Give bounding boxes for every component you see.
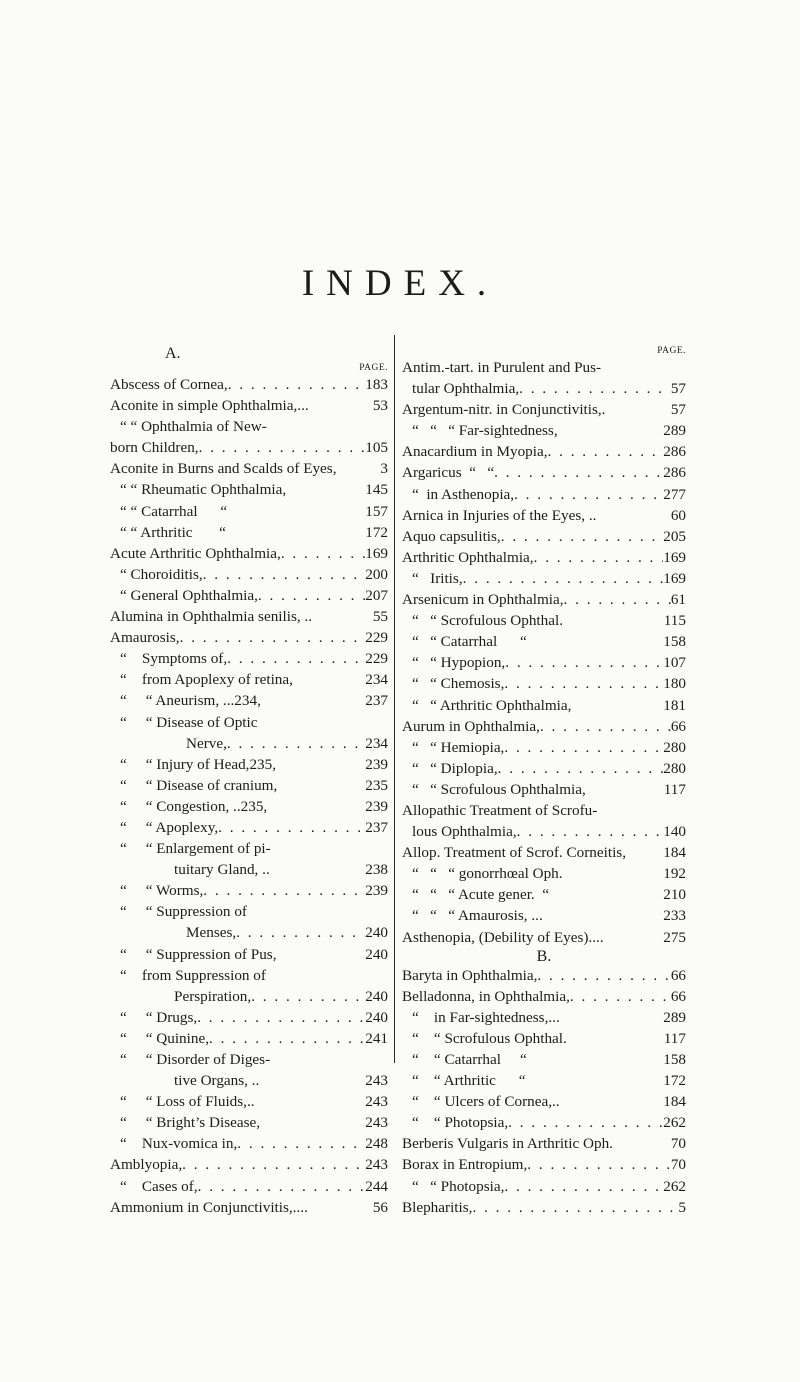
section-letter: B. — [536, 947, 552, 965]
index-entry — [110, 564, 388, 585]
page-number: 115 — [663, 612, 686, 630]
entry-text: “ “ Enlargement of pi- — [120, 840, 271, 858]
entry-text: “ “ Disease of cranium, — [120, 776, 278, 794]
entry-text: Argaricus “ “ — [402, 464, 495, 482]
dot-leader — [548, 441, 664, 462]
page-number: 70 — [670, 1135, 686, 1153]
entry-text: Nerve, — [186, 734, 227, 752]
right-entry-list — [402, 357, 686, 1218]
entry-text: “ “ Loss of Fluids,.. — [120, 1093, 255, 1111]
entry-text: Asthenopia, (Debility of Eyes).... — [402, 928, 604, 946]
dot-leader — [258, 585, 365, 606]
dot-leader — [537, 965, 670, 986]
index-entry — [402, 1049, 686, 1070]
page-number: 117 — [663, 1029, 686, 1047]
index-entry — [402, 1070, 686, 1091]
index-entry — [110, 458, 388, 479]
page-column-heading: PAGE. — [359, 363, 388, 373]
entry-text: Menses, — [186, 924, 237, 942]
index-entry — [402, 1133, 686, 1154]
index-entry — [110, 1091, 388, 1112]
page-number: 184 — [663, 1093, 686, 1111]
dot-leader — [472, 1197, 678, 1218]
page-number: 205 — [663, 527, 686, 545]
page-number: 5 — [678, 1198, 686, 1216]
entry-text: “ “ Photopsia, — [412, 1114, 509, 1132]
page-number: 107 — [663, 654, 686, 672]
index-entry — [402, 1176, 686, 1197]
entry-text: Arthritic Ophthalmia, — [402, 548, 534, 566]
index-entry — [110, 585, 388, 606]
index-entry — [402, 357, 686, 378]
entry-text: tuitary Gland, .. — [174, 861, 270, 879]
page-number: 239 — [365, 882, 388, 900]
index-entry — [402, 462, 686, 483]
dot-leader — [504, 737, 663, 758]
index-entry — [110, 817, 388, 838]
index-entry — [402, 568, 686, 589]
page-number: 237 — [365, 692, 388, 710]
index-entry — [110, 965, 388, 986]
index-entry — [110, 901, 388, 922]
entry-text: “ from Apoplexy of retina, — [120, 671, 293, 689]
dot-leader — [514, 484, 663, 505]
index-entry — [110, 648, 388, 669]
entry-text: Aurum in Ophthalmia, — [402, 717, 540, 735]
entry-text: “ Choroiditis, — [120, 565, 203, 583]
dot-leader — [237, 1133, 365, 1154]
page-number: 181 — [663, 696, 686, 714]
index-entry — [402, 610, 686, 631]
page-number: 145 — [365, 481, 388, 499]
entry-text: “ “ Scrofulous Ophthal. — [412, 1029, 567, 1047]
page-number: 172 — [663, 1072, 686, 1090]
entry-text: “ “ Drugs, — [120, 1008, 198, 1026]
entry-text: Berberis Vulgaris in Arthritic Oph. — [402, 1135, 613, 1153]
page-number: 57 — [670, 401, 686, 419]
page-number: 105 — [365, 439, 388, 457]
entry-text: born Children, — [110, 439, 199, 457]
entry-text: Borax in Entropium, — [402, 1156, 528, 1174]
dot-leader — [218, 817, 365, 838]
entry-text: “ “ Disorder of Diges- — [120, 1051, 271, 1068]
index-entry — [402, 631, 686, 652]
entry-text: “ “ “ Far-sightedness, — [412, 422, 558, 440]
entry-text: “ Nux-vomica in, — [120, 1135, 238, 1153]
entry-text: Allop. Treatment of Scrof. Corneitis, — [402, 844, 627, 862]
entry-text: “ “ Arthritic “ — [412, 1072, 526, 1090]
entry-text: “ “ Chemosis, — [412, 675, 505, 693]
page-number: 192 — [663, 865, 686, 883]
entry-text: tular Ophthalmia, — [412, 380, 520, 398]
page-number: 239 — [365, 797, 388, 815]
index-entry — [110, 543, 388, 564]
left-column — [110, 345, 388, 1218]
entry-text: “ “ Rheumatic Ophthalmia, — [120, 481, 287, 499]
dot-leader — [227, 733, 365, 754]
entry-text: “ “ Catarrhal “ — [412, 633, 527, 651]
index-entry — [402, 505, 686, 526]
entry-text: Baryta in Ophthalmia, — [402, 966, 538, 984]
page-number: 243 — [365, 1072, 388, 1090]
page-number: 243 — [365, 1156, 388, 1174]
page-number: 60 — [670, 506, 686, 524]
page-number: 233 — [663, 907, 686, 925]
page-number: 210 — [663, 886, 686, 904]
index-title: INDEX. — [301, 263, 499, 304]
dot-leader — [197, 1007, 365, 1028]
dot-leader — [527, 1154, 671, 1175]
index-entry — [110, 1070, 388, 1091]
dot-leader — [203, 564, 366, 585]
entry-text: Blepharitis, — [402, 1198, 473, 1216]
entry-text: “ “ Arthritic Ophthalmia, — [412, 696, 572, 714]
page-number: 240 — [365, 924, 388, 942]
page-number: 237 — [365, 818, 388, 836]
page-number: 169 — [663, 569, 686, 587]
entry-text: “ Symptoms of, — [120, 650, 228, 668]
page-number: 66 — [670, 966, 686, 984]
index-entry — [110, 754, 388, 775]
dot-leader — [494, 462, 663, 483]
page-number: 57 — [670, 380, 686, 398]
index-entry — [402, 779, 686, 800]
entry-text: Aquo capsulitis, — [402, 527, 501, 545]
page-column-heading: PAGE. — [657, 346, 686, 356]
index-entry — [402, 652, 686, 673]
page-number: 277 — [663, 485, 686, 503]
index-entry — [110, 986, 388, 1007]
index-entry — [402, 695, 686, 716]
entry-text: Allopathic Treatment of Scrofu- — [402, 801, 598, 819]
index-entry — [402, 441, 686, 462]
page-number: 240 — [365, 1008, 388, 1026]
entry-text: “ Cases of, — [120, 1177, 198, 1195]
page-number: 238 — [365, 861, 388, 879]
page-number: 235 — [365, 776, 388, 794]
entry-text: “ “ Bright’s Disease, — [120, 1114, 261, 1132]
page-number: 275 — [663, 928, 686, 946]
entry-text: Aconite in Burns and Scalds of Eyes, — [110, 460, 337, 478]
entry-text: “ from Suppression of — [120, 966, 266, 984]
page-number: 183 — [365, 376, 388, 393]
entry-text: “ “ “ gonorrhœal Oph. — [412, 865, 563, 883]
dot-leader — [463, 568, 664, 589]
index-entry — [110, 922, 388, 943]
entry-text: Ammonium in Conjunctivitis,.... — [110, 1198, 308, 1216]
entry-text: “ “ Apoplexy, — [120, 818, 219, 836]
page-number: 117 — [663, 780, 686, 798]
entry-text: Anacardium in Myopia, — [402, 443, 548, 461]
index-entry — [402, 1197, 686, 1218]
dot-leader — [199, 437, 366, 458]
dot-leader — [505, 652, 663, 673]
page-number: 280 — [663, 738, 686, 756]
index-entry — [110, 733, 388, 754]
page-number: 56 — [372, 1198, 388, 1216]
page-number: 262 — [663, 1177, 686, 1195]
entry-text: Argentum-nitr. in Conjunctivitis,. — [402, 401, 606, 419]
index-entry — [402, 863, 686, 884]
page-number: 180 — [663, 675, 686, 693]
column-divider — [394, 335, 395, 1063]
index-entry — [402, 965, 686, 986]
page-number: 158 — [663, 633, 686, 651]
entry-text: “ “ Suppression of — [120, 903, 247, 921]
entry-text: “ “ “ Acute gener. “ — [412, 886, 550, 904]
entry-text: Arnica in Injuries of the Eyes, .. — [402, 506, 597, 524]
entry-text: Aconite in simple Ophthalmia,... — [110, 397, 309, 415]
entry-text: “ in Far-sightedness,... — [412, 1008, 560, 1026]
entry-text: Amaurosis, — [110, 629, 180, 647]
index-entry — [402, 986, 686, 1007]
index-entry — [110, 880, 388, 901]
page-number: 66 — [670, 717, 686, 735]
index-entry — [402, 378, 686, 399]
page-number: 207 — [365, 586, 388, 604]
index-entry — [402, 1154, 686, 1175]
page-number: 248 — [365, 1135, 388, 1153]
entry-text: Antim.-tart. in Purulent and Pus- — [402, 359, 602, 376]
entry-text: “ Iritis, — [412, 569, 463, 587]
dot-leader — [501, 526, 664, 547]
entry-text: Perspiration, — [174, 987, 252, 1005]
dot-leader — [570, 986, 671, 1007]
dot-leader — [519, 378, 671, 399]
entry-text: Amblyopia, — [110, 1156, 183, 1174]
index-entry — [110, 1112, 388, 1133]
index-entry — [402, 821, 686, 842]
page-number: 240 — [365, 945, 388, 963]
entry-text: “ “ Aneurism, ...234, — [120, 692, 261, 710]
dot-leader — [209, 1028, 365, 1049]
page-number: 66 — [670, 987, 686, 1005]
index-entry — [402, 1028, 686, 1049]
page-number: 158 — [663, 1051, 686, 1068]
entry-text: “ General Ophthalmia, — [120, 586, 258, 604]
dot-leader — [180, 627, 366, 648]
entry-text: “ “ Suppression of Pus, — [120, 945, 277, 963]
index-entry — [402, 758, 686, 779]
dot-leader — [517, 821, 664, 842]
page-number: 234 — [365, 671, 388, 689]
page-number: 286 — [663, 443, 686, 461]
index-entry — [402, 589, 686, 610]
index-entry — [110, 374, 388, 395]
dot-leader — [227, 648, 365, 669]
index-entry — [110, 796, 388, 817]
dot-leader — [534, 547, 664, 568]
index-entry — [402, 547, 686, 568]
page-number: 234 — [365, 734, 388, 752]
entry-text: “ “ Arthritic “ — [120, 523, 226, 541]
page-number: 70 — [670, 1156, 686, 1174]
page-number: 140 — [663, 823, 686, 841]
entry-text: “ “ Quinine, — [120, 1029, 209, 1047]
page-number: 184 — [663, 844, 686, 862]
left-entry-list — [110, 374, 388, 1218]
index-entry — [402, 1112, 686, 1133]
index-entry — [402, 716, 686, 737]
index-entry — [110, 775, 388, 796]
index-entry — [110, 395, 388, 416]
index-entry — [110, 1197, 388, 1218]
dot-leader — [251, 986, 365, 1007]
index-entry — [110, 838, 388, 859]
index-entry — [110, 522, 388, 543]
entry-text: Abscess of Cornea, — [110, 376, 228, 393]
dot-leader — [228, 374, 366, 395]
entry-text: “ “ Congestion, ..235, — [120, 797, 268, 815]
entry-text: “ “ Hemiopia, — [412, 738, 505, 756]
index-entry — [110, 1176, 388, 1197]
index-entry — [110, 944, 388, 965]
page-number: 172 — [365, 523, 388, 541]
entry-text: “ “ Ophthalmia of New- — [120, 418, 267, 436]
dot-leader — [564, 589, 671, 610]
entry-text: “ “ Ulcers of Cornea,.. — [412, 1093, 560, 1111]
page-number: 243 — [365, 1114, 388, 1132]
page-number: 289 — [663, 1008, 686, 1026]
dot-leader — [281, 543, 365, 564]
page-number: 200 — [365, 565, 388, 583]
dot-leader — [198, 1176, 366, 1197]
index-entry — [110, 1049, 388, 1070]
page-number: 239 — [365, 755, 388, 773]
dot-leader — [504, 1176, 663, 1197]
index-entry — [110, 1028, 388, 1049]
dot-leader — [504, 673, 663, 694]
page-number: 61 — [670, 591, 686, 609]
entry-text: “ “ Hypopion, — [412, 654, 506, 672]
index-entry — [110, 690, 388, 711]
entry-text: “ “ Disease of Optic — [120, 713, 258, 731]
index-entry — [402, 484, 686, 505]
page-number: 229 — [365, 650, 388, 668]
dot-leader — [498, 758, 664, 779]
index-entry — [110, 1154, 388, 1175]
index-entry — [110, 1133, 388, 1154]
index-entry — [110, 712, 388, 733]
index-entry — [402, 927, 686, 948]
index-entry — [110, 859, 388, 880]
index-entry — [402, 737, 686, 758]
page-number: 55 — [372, 608, 388, 626]
page-number: 240 — [365, 987, 388, 1005]
page-number: 289 — [663, 422, 686, 440]
entry-text: “ “ Photopsia, — [412, 1177, 505, 1195]
entry-text: Acute Arthritic Ophthalmia, — [110, 544, 281, 562]
index-entry — [110, 627, 388, 648]
page-number: 243 — [365, 1093, 388, 1111]
index-entry — [110, 669, 388, 690]
page-number: 286 — [663, 464, 686, 482]
dot-leader — [236, 922, 365, 943]
entry-text: “ “ Catarrhal “ — [120, 502, 228, 520]
index-entry — [402, 1091, 686, 1112]
index-entry — [402, 399, 686, 420]
index-entry — [110, 1007, 388, 1028]
index-entry — [402, 800, 686, 821]
index-entry — [110, 501, 388, 522]
index-entry — [402, 1007, 686, 1028]
index-entry — [110, 416, 388, 437]
dot-leader — [203, 880, 365, 901]
entry-text: “ “ Worms, — [120, 882, 204, 900]
section-letter-a: A. — [165, 345, 181, 362]
page-number: 169 — [365, 544, 388, 562]
dot-leader — [508, 1112, 663, 1133]
page-number: 53 — [372, 397, 388, 415]
index-entry — [402, 673, 686, 694]
entry-text: “ “ Scrofulous Ophthal. — [412, 612, 563, 630]
index-entry — [402, 905, 686, 926]
page-number: 280 — [663, 759, 686, 777]
index-entry — [110, 437, 388, 458]
dot-leader — [182, 1154, 365, 1175]
entry-text: “ in Asthenopia, — [412, 485, 515, 503]
entry-text: “ “ Injury of Head,235, — [120, 755, 277, 773]
index-entry — [402, 884, 686, 905]
page-number: 262 — [663, 1114, 686, 1132]
index-entry — [402, 420, 686, 441]
entry-text: “ “ Scrofulous Ophthalmia, — [412, 780, 586, 798]
entry-text: Arsenicum in Ophthalmia, — [402, 591, 564, 609]
index-entry — [402, 526, 686, 547]
entry-text: lous Ophthalmia, — [412, 823, 517, 841]
entry-text: “ “ “ Amaurosis, ... — [412, 907, 543, 925]
entry-text: “ “ Diplopia, — [412, 759, 498, 777]
entry-text: “ “ Catarrhal “ — [412, 1051, 527, 1068]
dot-leader — [540, 716, 671, 737]
index-entry — [110, 606, 388, 627]
entry-text: tive Organs, .. — [174, 1072, 260, 1090]
entry-text: Alumina in Ophthalmia senilis, .. — [110, 608, 313, 626]
page-number: 241 — [365, 1029, 388, 1047]
index-entry — [402, 842, 686, 863]
page-number: 244 — [365, 1177, 388, 1195]
page-number: 229 — [365, 629, 388, 647]
page-number: 157 — [365, 502, 388, 520]
page-number: 169 — [663, 548, 686, 566]
index-entry — [110, 479, 388, 500]
page-number: 3 — [380, 460, 388, 478]
entry-text: Belladonna, in Ophthalmia, — [402, 987, 570, 1005]
right-column — [402, 345, 686, 1218]
